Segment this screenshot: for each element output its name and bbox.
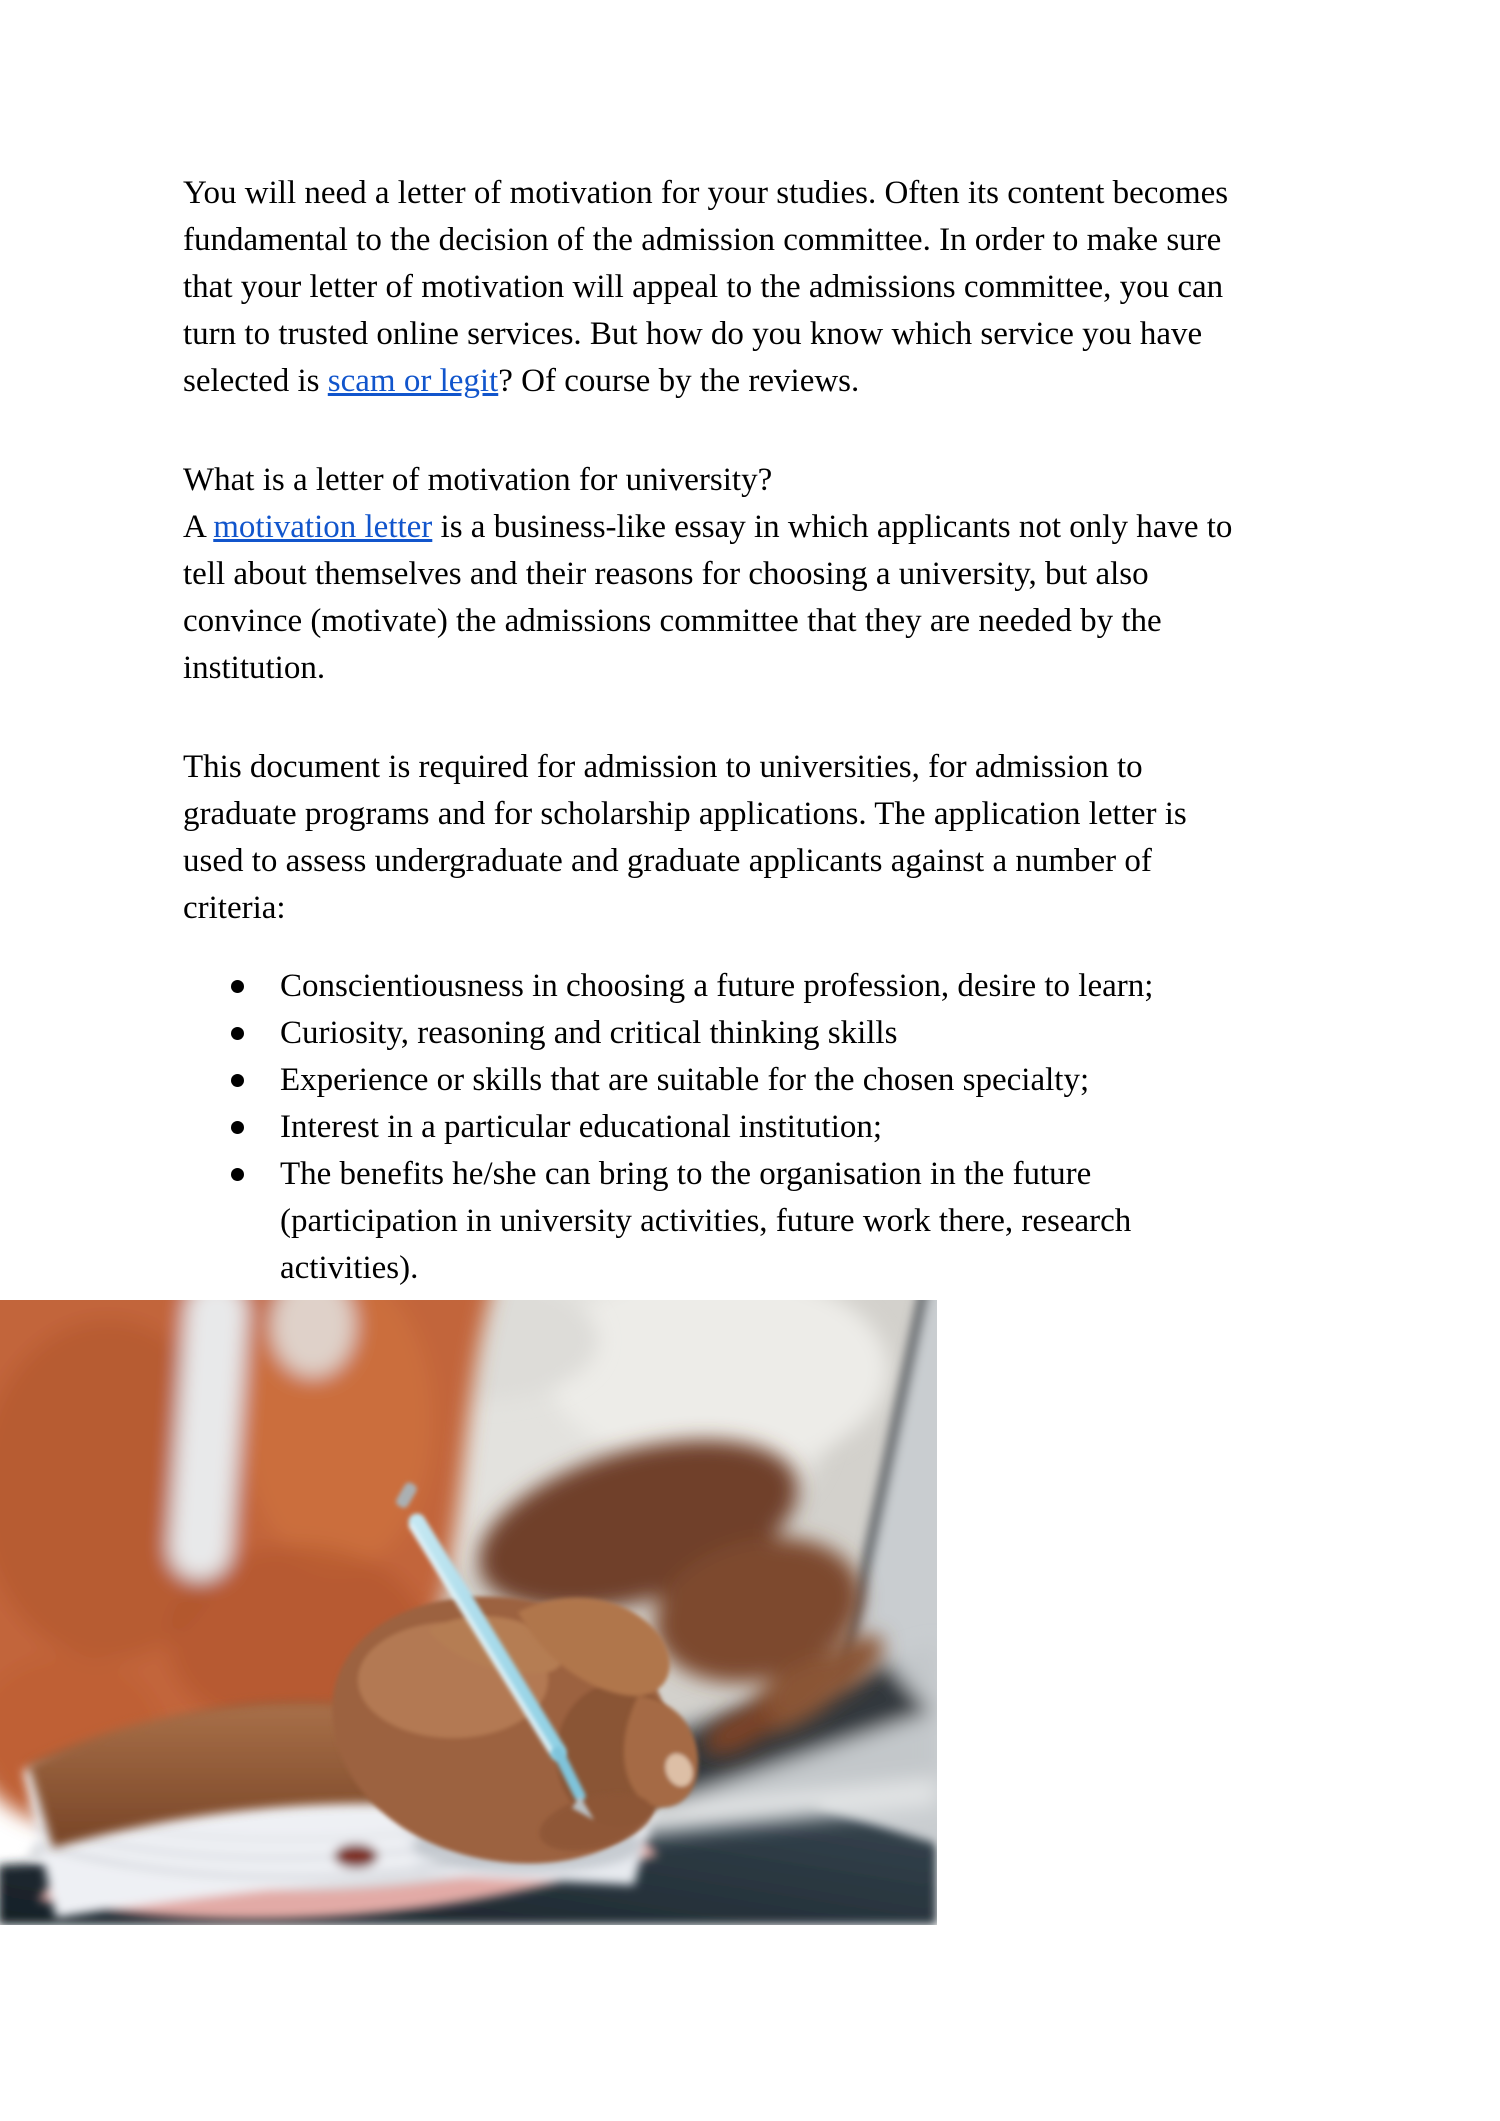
text-run: ? Of course by the reviews. <box>498 363 860 399</box>
text-line <box>183 598 1400 645</box>
text-run: A <box>183 509 214 545</box>
text-line <box>183 885 1400 932</box>
text-run: What is a letter of motivation for university? <box>183 462 773 498</box>
inline-photo <box>0 1300 937 1925</box>
bullet-item <box>183 1010 1400 1057</box>
text-line: Experience or skills that are suitable for the chosen specialty; <box>280 1062 1090 1098</box>
text-run: convince (motivate) the admissions committee that they are needed by the <box>183 603 1162 639</box>
text-link[interactable]: motivation letter <box>213 509 433 545</box>
paragraph <box>183 457 1400 692</box>
bullet-list <box>183 963 1400 1292</box>
text-line <box>183 264 1400 311</box>
paragraph <box>183 744 1400 932</box>
bullet-item <box>183 963 1400 1010</box>
text-run: criteria: <box>183 890 286 926</box>
bullet-item <box>183 1151 1400 1292</box>
bullet-item <box>183 1057 1400 1104</box>
text-line: Conscientiousness in choosing a future profession, desire to learn; <box>280 968 1154 1004</box>
text-line: Curiosity, reasoning and critical thinking skills <box>280 1015 898 1051</box>
text-run: institution. <box>183 650 326 686</box>
photo-illustration <box>0 1300 937 1925</box>
text-line <box>183 457 1400 504</box>
text-line <box>183 170 1400 217</box>
text-line: (participation in university activities, future work there, research <box>280 1203 1132 1239</box>
text-link[interactable]: scam or legit <box>327 363 499 399</box>
bullet-item <box>183 1104 1400 1151</box>
text-line: Interest in a particular educational institution; <box>280 1109 883 1145</box>
text-line <box>183 551 1400 598</box>
text-run: turn to trusted online services. But how do you know which service you have <box>183 316 1203 352</box>
text-line <box>183 504 1400 551</box>
text-run: tell about themselves and their reasons for choosing a university, but also <box>183 556 1149 592</box>
text-line <box>183 311 1400 358</box>
text-run: used to assess undergraduate and graduate applicants against a number of <box>183 843 1152 879</box>
paragraph <box>183 170 1400 405</box>
text-run: selected is <box>183 363 328 399</box>
text-line <box>183 358 1400 405</box>
text-line <box>183 744 1400 791</box>
text-line: activities). <box>280 1250 419 1286</box>
text-run: You will need a letter of motivation for your studies. Often its content becomes <box>183 175 1229 211</box>
text-run: is a business-like essay in which applicants not only have to <box>432 509 1233 545</box>
text-line <box>183 791 1400 838</box>
text-run: fundamental to the decision of the admission committee. In order to make sure <box>183 222 1222 258</box>
text-line <box>183 217 1400 264</box>
text-line <box>183 838 1400 885</box>
text-run: that your letter of motivation will appeal to the admissions committee, you can <box>183 269 1224 305</box>
text-line <box>183 645 1400 692</box>
text-line: The benefits he/she can bring to the organisation in the future <box>280 1156 1092 1192</box>
text-run: graduate programs and for scholarship applications. The application letter is <box>183 796 1187 832</box>
text-run: This document is required for admission to universities, for admission to <box>183 749 1143 785</box>
